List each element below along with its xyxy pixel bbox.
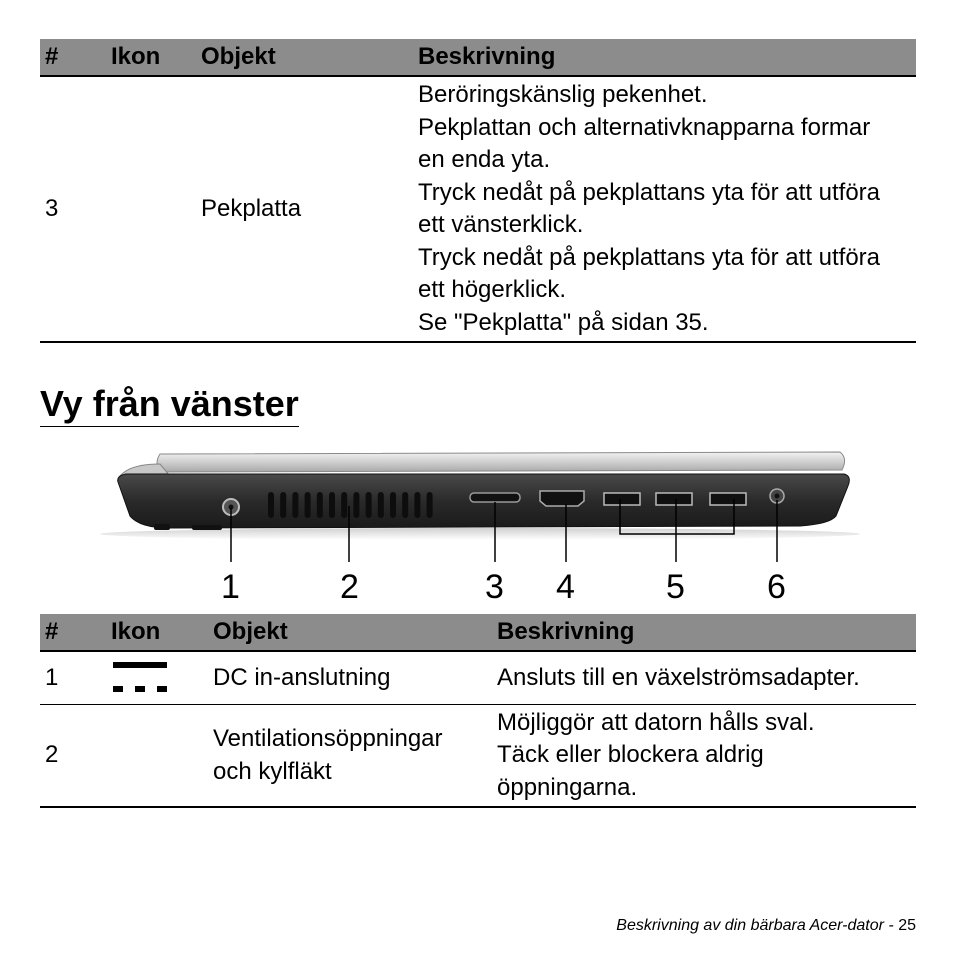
dc-power-icon bbox=[111, 660, 169, 696]
row-item: Pekplatta bbox=[196, 76, 413, 342]
vent-slot bbox=[280, 492, 286, 518]
audio-jack-pin bbox=[775, 494, 780, 499]
item-line: och kylfläkt bbox=[213, 757, 332, 785]
hdmi-port bbox=[540, 491, 584, 506]
vent-slot bbox=[292, 492, 298, 518]
row-item bbox=[208, 705, 492, 808]
vent-slot bbox=[402, 492, 408, 518]
page-number: 25 bbox=[898, 917, 916, 934]
laptop-foot bbox=[192, 525, 222, 530]
description-line: ett vänsterklick. bbox=[418, 211, 584, 238]
touchpad-table bbox=[40, 39, 916, 343]
description-line: Täck eller blockera aldrig bbox=[497, 741, 764, 769]
usb-port bbox=[710, 493, 746, 505]
vent-slot bbox=[353, 492, 359, 518]
left-view-table bbox=[40, 614, 916, 808]
row-description bbox=[413, 76, 916, 342]
row-description bbox=[492, 705, 916, 808]
description-line: Pekplattan och alternativknapparna formar bbox=[418, 113, 871, 141]
laptop-foot bbox=[154, 524, 170, 530]
table-row bbox=[40, 705, 916, 808]
page-footer bbox=[616, 916, 916, 936]
vent-slot bbox=[414, 492, 420, 518]
description-line: Möjliggör att datorn hålls sval. bbox=[497, 708, 815, 736]
description-line: öppningarna. bbox=[497, 773, 638, 801]
col-icon: Ikon bbox=[106, 39, 196, 76]
description-line: Se "Pekplatta" på sidan 35. bbox=[418, 308, 709, 336]
vent-slot bbox=[366, 492, 372, 518]
col-item: Objekt bbox=[196, 39, 413, 76]
card-slot-port bbox=[470, 493, 520, 502]
row-description bbox=[492, 651, 916, 705]
item-line: Ventilationsöppningar bbox=[213, 725, 443, 752]
description-line: Ansluts till en växelströmsadapter. bbox=[497, 663, 860, 691]
row-item bbox=[208, 651, 492, 705]
col-icon: Ikon bbox=[106, 614, 208, 651]
row-icon bbox=[106, 705, 208, 808]
item-line: DC in-anslutning bbox=[213, 663, 391, 691]
callout-number-1: 1 bbox=[221, 568, 240, 606]
table-row bbox=[40, 76, 916, 342]
row-number: 2 bbox=[40, 705, 106, 808]
description-line: en enda yta. bbox=[418, 146, 551, 173]
col-description: Beskrivning bbox=[492, 614, 916, 651]
description-line: Tryck nedåt på pekplattans yta för att utföra bbox=[418, 178, 881, 206]
section-title: Vy från vänster bbox=[40, 382, 299, 427]
col-number: # bbox=[40, 39, 106, 76]
row-number: 3 bbox=[40, 76, 106, 342]
description-line: Beröringskänslig pekenhet. bbox=[418, 81, 708, 108]
row-number: 1 bbox=[40, 651, 106, 705]
vent-slot bbox=[317, 492, 323, 518]
table-header bbox=[40, 39, 916, 76]
table-header bbox=[40, 614, 916, 651]
footer-text: Beskrivning av din bärbara Acer-dator - bbox=[616, 917, 894, 934]
vent-slot bbox=[390, 492, 396, 518]
callout-number-2: 2 bbox=[340, 568, 359, 606]
col-description: Beskrivning bbox=[413, 39, 916, 76]
laptop-left-side-diagram bbox=[100, 446, 860, 606]
callout-number-5: 5 bbox=[666, 568, 685, 606]
vent-slot bbox=[305, 492, 311, 518]
table-row bbox=[40, 651, 916, 705]
laptop-lid bbox=[157, 452, 845, 472]
usb-port bbox=[656, 493, 692, 505]
vent-slot bbox=[341, 492, 347, 518]
callout-number-6: 6 bbox=[767, 568, 786, 606]
row-icon bbox=[106, 76, 196, 342]
description-line: ett högerklick. bbox=[418, 276, 567, 303]
vent-slot bbox=[427, 492, 433, 518]
row-icon bbox=[106, 651, 208, 705]
description-line: Tryck nedåt på pekplattans yta för att utföra bbox=[418, 243, 881, 271]
col-item: Objekt bbox=[208, 614, 492, 651]
callout-number-4: 4 bbox=[556, 568, 575, 606]
vent-slot bbox=[268, 492, 274, 518]
col-number: # bbox=[40, 614, 106, 651]
vent-slot bbox=[329, 492, 335, 518]
callout-number-3: 3 bbox=[485, 568, 504, 606]
usb-port bbox=[604, 493, 640, 505]
vent-slot bbox=[378, 492, 384, 518]
